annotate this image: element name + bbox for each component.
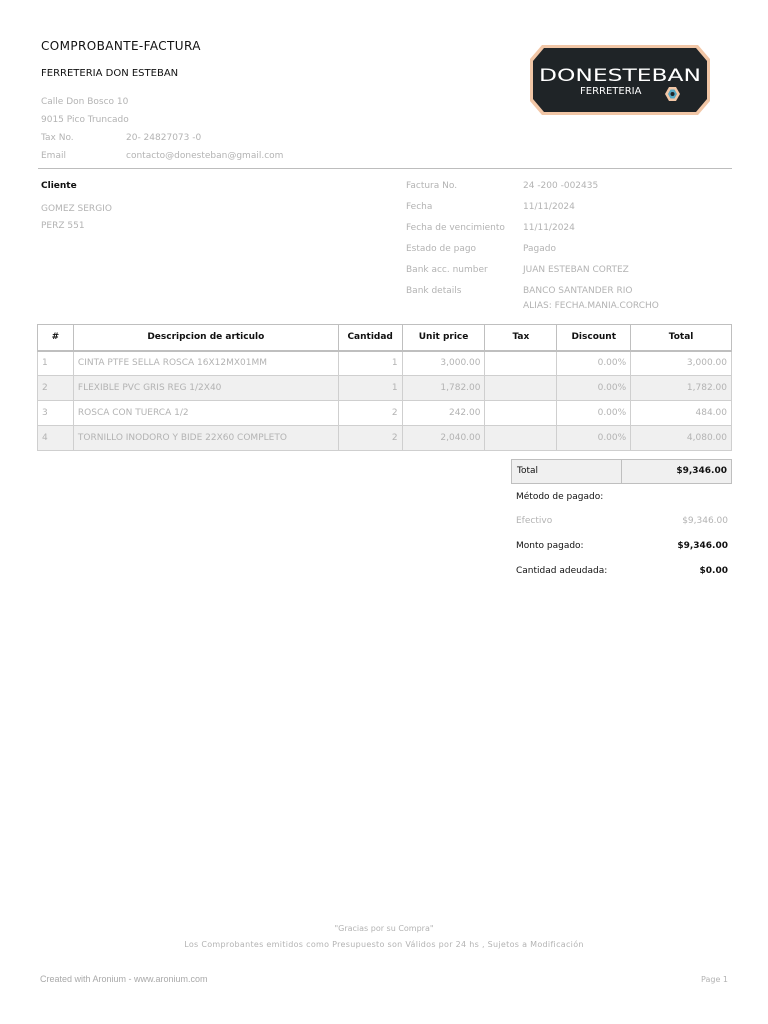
bank-details-label: Bank details xyxy=(406,286,462,296)
tax-value: 20- 24827073 -0 xyxy=(126,133,202,143)
cell-unit-price: 3,000.00 xyxy=(402,351,485,376)
cell-number: 1 xyxy=(38,351,74,376)
cell-total: 1,782.00 xyxy=(631,376,732,401)
validity-disclaimer: Los Comprobantes emitidos como Presupuesto son Válidos por 24 hs , Sujetos a Modificación xyxy=(184,940,584,949)
col-header-number: # xyxy=(38,325,74,351)
company-info xyxy=(41,93,283,165)
amount-due-row xyxy=(516,566,728,576)
table-row xyxy=(38,401,732,426)
cell-tax xyxy=(485,401,557,426)
cell-description: FLEXIBLE PVC GRIS REG 1/2X40 xyxy=(73,376,338,401)
payment-method-row xyxy=(516,492,728,502)
cell-total: 3,000.00 xyxy=(631,351,732,376)
email-value: contacto@donesteban@gmail.com xyxy=(126,151,284,161)
client-address: PERZ 551 xyxy=(41,221,85,231)
items-table xyxy=(37,324,732,451)
cell-unit-price: 242.00 xyxy=(402,401,485,426)
cell-discount: 0.00% xyxy=(557,351,631,376)
amount-paid-label: Monto pagado: xyxy=(516,541,584,551)
vencimiento-value: 11/11/2024 xyxy=(523,223,575,233)
company-name: FERRETERIA DON ESTEBAN xyxy=(41,68,179,79)
fecha-value: 11/11/2024 xyxy=(523,202,575,212)
col-header-unit-price: Unit price xyxy=(402,325,485,351)
cell-unit-price: 2,040.00 xyxy=(402,426,485,451)
thanks-note: "Gracias por su Compra" xyxy=(334,924,434,933)
total-value: $9,346.00 xyxy=(676,466,727,476)
cell-tax xyxy=(485,376,557,401)
cell-description: TORNILLO INODORO Y BIDE 22X60 COMPLETO xyxy=(73,426,338,451)
payment-method-label: Método de pagado: xyxy=(516,492,604,502)
factura-label: Factura No. xyxy=(406,181,458,191)
amount-paid-value: $9,346.00 xyxy=(677,541,728,551)
cash-value: $9,346.00 xyxy=(682,516,728,526)
col-header-total: Total xyxy=(631,325,732,351)
cell-number: 3 xyxy=(38,401,74,426)
company-address-line2: 9015 Pico Truncado xyxy=(41,115,129,125)
tax-label: Tax No. xyxy=(41,133,74,143)
client-info xyxy=(41,201,112,235)
logo-sub-text: FERRETERIA xyxy=(580,86,642,97)
table-row xyxy=(38,376,732,401)
logo-main-text: DONESTEBAN xyxy=(539,66,701,86)
estado-value: Pagado xyxy=(523,244,556,254)
bank-acc-value: JUAN ESTEBAN CORTEZ xyxy=(523,265,629,275)
amount-due-label: Cantidad adeudada: xyxy=(516,566,608,576)
vencimiento-label: Fecha de vencimiento xyxy=(406,223,505,233)
cell-total: 4,080.00 xyxy=(631,426,732,451)
header-divider xyxy=(38,168,732,169)
company-address-line1: Calle Don Bosco 10 xyxy=(41,97,129,107)
col-header-tax: Tax xyxy=(485,325,557,351)
cell-number: 2 xyxy=(38,376,74,401)
fecha-label: Fecha xyxy=(406,202,433,212)
cell-quantity: 1 xyxy=(338,351,402,376)
cell-total: 484.00 xyxy=(631,401,732,426)
cell-unit-price: 1,782.00 xyxy=(402,376,485,401)
table-row xyxy=(38,426,732,451)
client-name: GOMEZ SERGIO xyxy=(41,204,112,214)
client-label: Cliente xyxy=(41,181,77,191)
cell-quantity: 2 xyxy=(338,426,402,451)
bank-alias-value: ALIAS: FECHA.MANIA.CORCHO xyxy=(523,301,659,311)
bank-details-value: BANCO SANTANDER RIO xyxy=(523,286,633,296)
cell-discount: 0.00% xyxy=(557,426,631,451)
cell-quantity: 2 xyxy=(338,401,402,426)
cell-number: 4 xyxy=(38,426,74,451)
col-header-quantity: Cantidad xyxy=(338,325,402,351)
document-title: COMPROBANTE-FACTURA xyxy=(41,39,201,53)
factura-value: 24 -200 -002435 xyxy=(523,181,599,191)
totals-section xyxy=(511,459,732,576)
col-header-discount: Discount xyxy=(557,325,631,351)
amount-due-value: $0.00 xyxy=(699,566,728,576)
email-label: Email xyxy=(41,151,66,161)
cell-discount: 0.00% xyxy=(557,376,631,401)
estado-label: Estado de pago xyxy=(406,244,477,254)
cash-row xyxy=(516,516,728,526)
created-with-link[interactable]: Created with Aronium - www.aronium.com xyxy=(40,974,208,984)
invoice-meta xyxy=(406,180,659,315)
cell-tax xyxy=(485,351,557,376)
cell-description: ROSCA CON TUERCA 1/2 xyxy=(73,401,338,426)
company-logo xyxy=(528,43,712,117)
amount-paid-row xyxy=(516,541,728,551)
cell-quantity: 1 xyxy=(338,376,402,401)
bank-acc-label: Bank acc. number xyxy=(406,265,488,275)
total-box xyxy=(511,459,732,484)
table-row xyxy=(38,351,732,376)
cell-description: CINTA PTFE SELLA ROSCA 16X12MX01MM xyxy=(73,351,338,376)
page-number: Page 1 xyxy=(701,975,728,984)
table-header-row xyxy=(38,325,732,351)
cell-discount: 0.00% xyxy=(557,401,631,426)
col-header-description: Descripcion de articulo xyxy=(73,325,338,351)
cell-tax xyxy=(485,426,557,451)
cash-label: Efectivo xyxy=(516,516,553,526)
total-label: Total xyxy=(512,460,622,483)
